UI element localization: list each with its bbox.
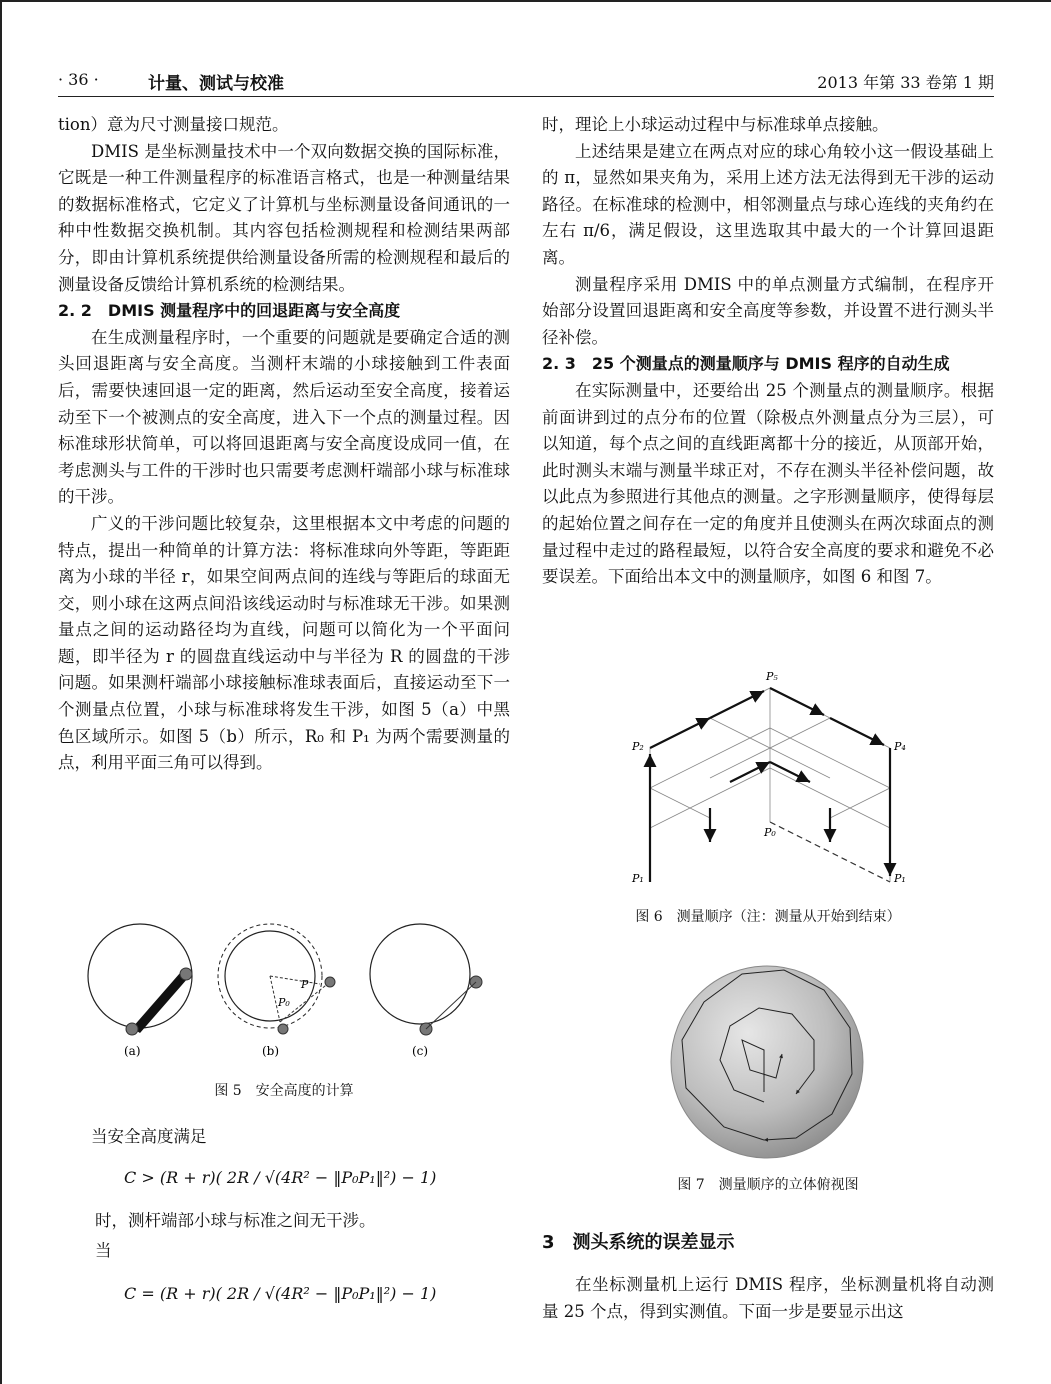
right-column	[542, 112, 994, 591]
section-heading-3: 3 测头系统的误差显示	[542, 1232, 735, 1253]
formula-2: C = (R + r)( 2R / √(4R² − ‖P₀P₁‖²) − 1)	[124, 1284, 437, 1303]
figure-6	[620, 662, 920, 894]
paragraph: 测量程序采用 DMIS 中的单点测量方式编制，在程序开始部分设置回退距离和安全高度等参数，并设置不进行测头半径补偿。	[542, 274, 994, 347]
paragraph: 广义的干涉问题比较复杂，这里根据本文中考虑的问题的特点，提出一种简单的计算方法：将标准球向外等距，等距距离为小球的半径 r，如果空间两点间的连线与等距后的球面无交，则小球在这两点间沿该线运动时与标准球无干涉。如果测量点之间的运动路径均为直线，问题可以简化为一个平面问题，即半径为 r 的圆盘直线运动中与半径为 R 的圆盘的干涉问题。如果测杆端部小球接触标准球表面后，直接运动至下一个测量点位置，小球与标准球将发生干涉，如图 5（a）中黑色区域所示。如图 5（b）所示，R₀ 和 P₁ 为两个需要测量的点，利用平面三角可以得到。	[58, 513, 510, 773]
section-heading-2-2: 2. 2 DMIS 测量程序中的回退距离与安全高度	[58, 301, 401, 321]
fig5-label-c: (c)	[412, 1044, 429, 1058]
fig6-label-p1-right: P₁	[894, 872, 906, 885]
fig6-label-p4: P₄	[894, 740, 906, 753]
fig5c-path-line	[426, 982, 476, 1029]
fig6-label-p1-left: P₁	[632, 872, 644, 885]
paragraph: 时，理论上小球运动过程中与标准球单点接触。	[542, 115, 889, 134]
paragraph: 当	[95, 1241, 112, 1260]
fig5c-standard-sphere	[370, 924, 470, 1024]
fig6-label-p5: P₅	[766, 670, 778, 683]
page-border-left	[0, 0, 2, 1384]
page-number: · 36 ·	[58, 70, 99, 89]
figure-7-caption: 图 7 测量顺序的立体俯视图	[677, 1177, 859, 1193]
figure-5	[70, 918, 500, 1064]
fig5b-radius-line	[270, 976, 320, 984]
fig5-label-b: (b)	[262, 1044, 280, 1058]
fig5b-point-p	[325, 977, 335, 987]
formula-1: C > (R + r)( 2R / √(4R² − ‖P₀P₁‖²) − 1)	[124, 1168, 437, 1187]
paragraph: 在坐标测量机上运行 DMIS 程序，坐标测量机将自动测量 25 个点，得到实测值。下面一步是要显示出这	[542, 1275, 994, 1321]
fig5a-standard-sphere	[88, 924, 192, 1028]
section-heading-2-3: 2. 3 25 个测量点的测量顺序与 DMIS 程序的自动生成	[542, 354, 950, 374]
page-border-top	[0, 0, 1051, 2]
journal-title: 计量、测试与校准	[148, 74, 284, 94]
running-header	[58, 62, 994, 97]
fig5b-label-p0: P₀	[278, 996, 290, 1009]
fig5b-point-p0	[278, 1024, 288, 1034]
fig5a-point-start	[126, 1023, 138, 1035]
figure-7	[664, 962, 874, 1162]
figure-6-caption: 图 6 测量顺序（注：测量从开始到结束）	[635, 909, 901, 925]
fig5-label-a: (a)	[124, 1044, 141, 1058]
fig7-sphere	[671, 966, 863, 1158]
paragraph: 时，测杆端部小球与标准之间无干涉。	[95, 1211, 376, 1230]
figure-5-caption: 图 5 安全高度的计算	[214, 1083, 354, 1099]
issue-info: 2013 年第 33 卷第 1 期	[817, 73, 994, 92]
paragraph: 当安全高度满足	[91, 1127, 207, 1146]
paragraph: DMIS 是坐标测量技术中一个双向数据交换的国际标准，它既是一种工件测量程序的标准语言格式，也是一种测量结果的数据标准格式，它定义了计算机与坐标测量设备间通讯的一种中性数据交换机制。其内容包括检测规程和检测结果两部分，即由计算机系统提供给测量设备所需的检测规程和最后的测量设备反馈给计算机系统的检测结果。	[58, 141, 510, 294]
left-column	[58, 112, 510, 777]
paragraph: 在生成测量程序时，一个重要的问题就是要确定合适的测头回退距离与安全高度。当测杆末端的小球接触到工件表面后，需要快速回退一定的距离，然后运动至安全高度，接着运动至下一个被测点的安全高度，进入下一个点的测量过程。因标准球形状简单，可以将回退距离与安全高度设成同一值，在考虑测头与工件的干涉时也只需要考虑测杆端部小球与标准球的干涉。	[58, 327, 510, 507]
paragraph: 在实际测量中，还要给出 25 个测量点的测量顺序。根据前面讲到过的点分布的位置（除极点外测量点分为三层），可以知道，每个点之间的直线距离都十分的接近，从顶部开始，此时测头末端与测量半球正对，不存在测头半径补偿问题，故以此点为参照进行其他点的测量。之字形测量顺序，使得每层的起始位置之间存在一定的角度并且使测头在两次球面点的测量过程中走过的路程最短，以符合安全高度的要求和避免不必要误差。下面给出本文中的测量顺序，如图 6 和图 7。	[542, 380, 994, 587]
fig5a-point-end	[180, 968, 192, 980]
paragraph: 上述结果是建立在两点对应的球心角较小这一假设基础上的 π，显然如果夹角为，采用上述方法无法得到无干涉的运动路径。在标准球的检测中，相邻测量点与球心连线的夹角约在左右 π/6，满足假设，这里选取其中最大的一个计算回退距离。	[542, 141, 994, 267]
fig5b-label-p: P	[301, 978, 309, 991]
fig6-label-p2: P₂	[632, 740, 644, 753]
fig6-label-p0: P₀	[764, 826, 776, 839]
fig6-grid	[650, 688, 890, 882]
paragraph: tion）意为尺寸测量接口规范。	[58, 115, 289, 134]
